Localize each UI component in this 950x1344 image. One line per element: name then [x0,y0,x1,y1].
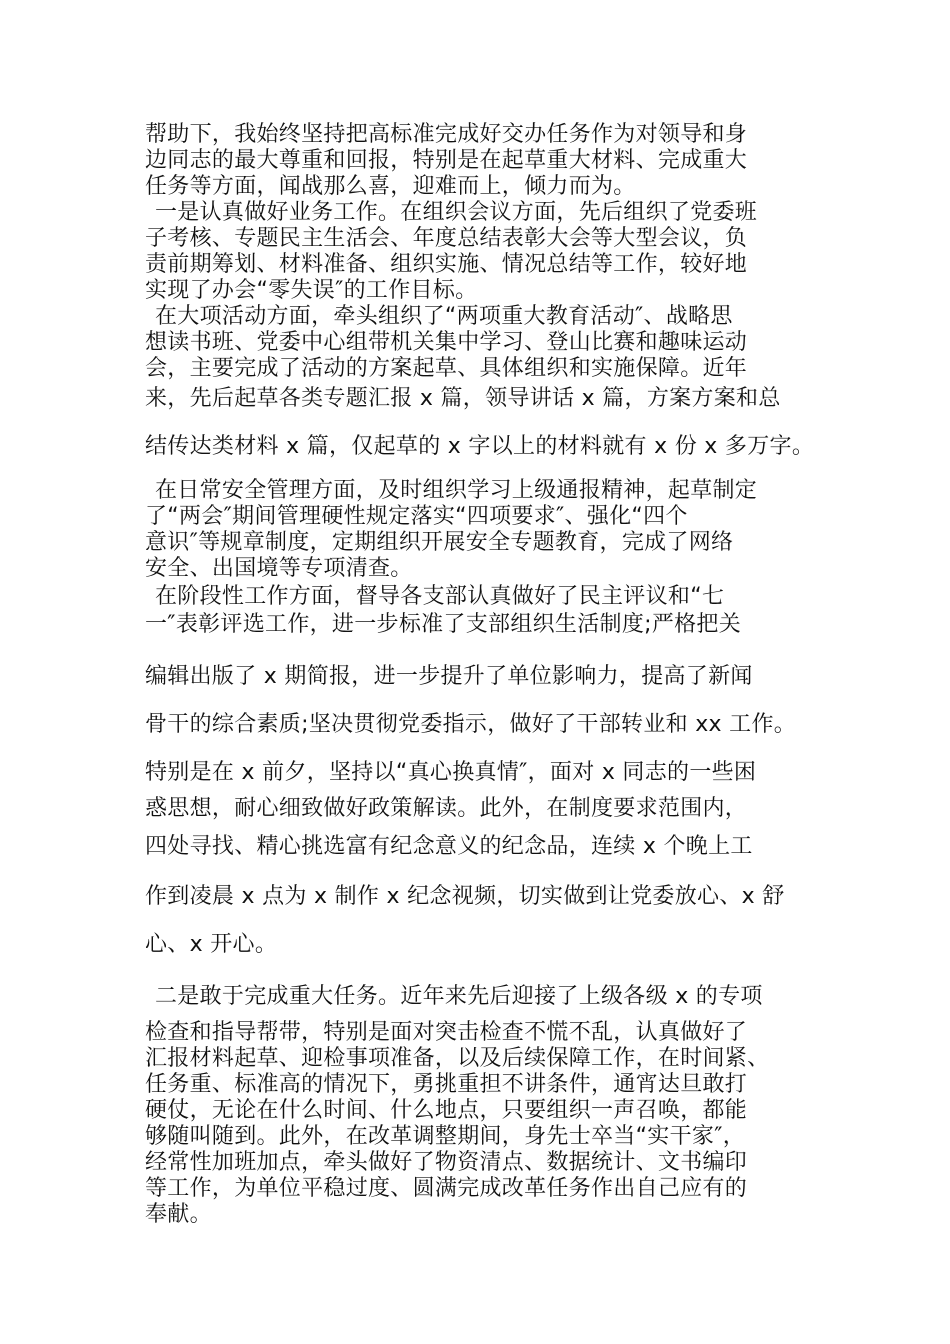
text-line: 子考核、专题民主生活会、年度总结表彰大会等大型会议，负 [145,226,748,251]
text-line: 经常性加班加点，牵头做好了物资清点、数据统计、文书编印 [145,1150,748,1175]
text-line: 了“两会″期间管理硬性规定落实“四项要求″、强化“四个 [145,504,688,529]
text-line: 汇报材料起草、迎检事项准备，以及后续保障工作，在时间紧、 [145,1046,770,1071]
text-line: 一是认真做好业务工作。在组织会议方面，先后组织了党委班 [155,200,758,225]
text-line: 特别是在 x 前夕，坚持以“真心换真情″，面对 x 同志的一些困 [145,760,757,785]
text-line: 够随叫随到。此外，在改革调整期间，身先士卒当“实干家″， [145,1124,746,1149]
text-line: 等工作，为单位平稳过度、圆满完成改革任务作出自己应有的 [145,1176,748,1201]
text-line: 一″表彰评选工作，进一步标准了支部组织生活制度;严格把关 [145,612,742,637]
text-line: 实现了办会“零失误″的工作目标。 [145,278,478,303]
text-line: 硬仗，无论在什么时间、什么地点，只要组织一声召唤，都能 [145,1098,748,1123]
text-line: 责前期筹划、材料准备、组织实施、情况总结等工作，较好地 [145,252,748,277]
text-line: 检查和指导帮带，特别是面对突击检查不慌不乱，认真做好了 [145,1020,748,1045]
text-line: 安全、出国境等专项清查。 [145,556,413,581]
text-line: 任务等方面，闻战那么喜，迎难而上，倾力而为。 [145,174,636,199]
text-line: 二是敢于完成重大任务。近年来先后迎接了上级各级 x 的专项 [155,984,763,1009]
text-line: 在阶段性工作方面，督导各支部认真做好了民主评议和“七 [155,584,725,609]
text-line: 边同志的最大尊重和回报，特别是在起草重大材料、完成重大 [145,148,748,173]
text-line: 会，主要完成了活动的方案起草、具体组织和实施保障。近年 [145,356,748,381]
text-line: 编辑出版了 x 期简报，进一步提升了单位影响力，提高了新闻 [145,664,753,689]
text-line: 奉献。 [145,1202,212,1227]
text-line: 心、x 开心。 [145,932,278,957]
text-line: 意识″等规章制度，定期组织开展安全专题教育，完成了网络 [145,530,734,555]
text-line: 作到凌晨 x 点为 x 制作 x 纪念视频，切实做到让党委放心、x 舒 [145,884,785,909]
text-line: 在日常安全管理方面，及时组织学习上级通报精神，起草制定 [155,478,758,503]
text-line: 四处寻找、精心挑选富有纪念意义的纪念品，连续 x 个晚上工 [145,834,753,859]
text-line: 骨干的综合素质;坚决贯彻党委指示，做好了干部转业和 xx 工作。 [145,712,797,737]
text-line: 结传达类材料 x 篇，仅起草的 x 字以上的材料就有 x 份 x 多万字。 [145,434,815,459]
text-line: 任务重、标准高的情况下，勇挑重担不讲条件，通宵达旦敢打 [145,1072,748,1097]
text-line: 惑思想，耐心细致做好政策解读。此外，在制度要求范围内， [145,796,748,821]
text-line: 来，先后起草各类专题汇报 x 篇，领导讲话 x 篇，方案方案和总 [145,386,781,411]
text-line: 帮助下，我始终坚持把高标准完成好交办任务作为对领导和身 [145,122,748,147]
text-line: 在大项活动方面，牵头组织了“两项重大教育活动″、战略思 [155,304,733,329]
text-line: 想读书班、党委中心组带机关集中学习、登山比赛和趣味运动 [145,330,748,355]
